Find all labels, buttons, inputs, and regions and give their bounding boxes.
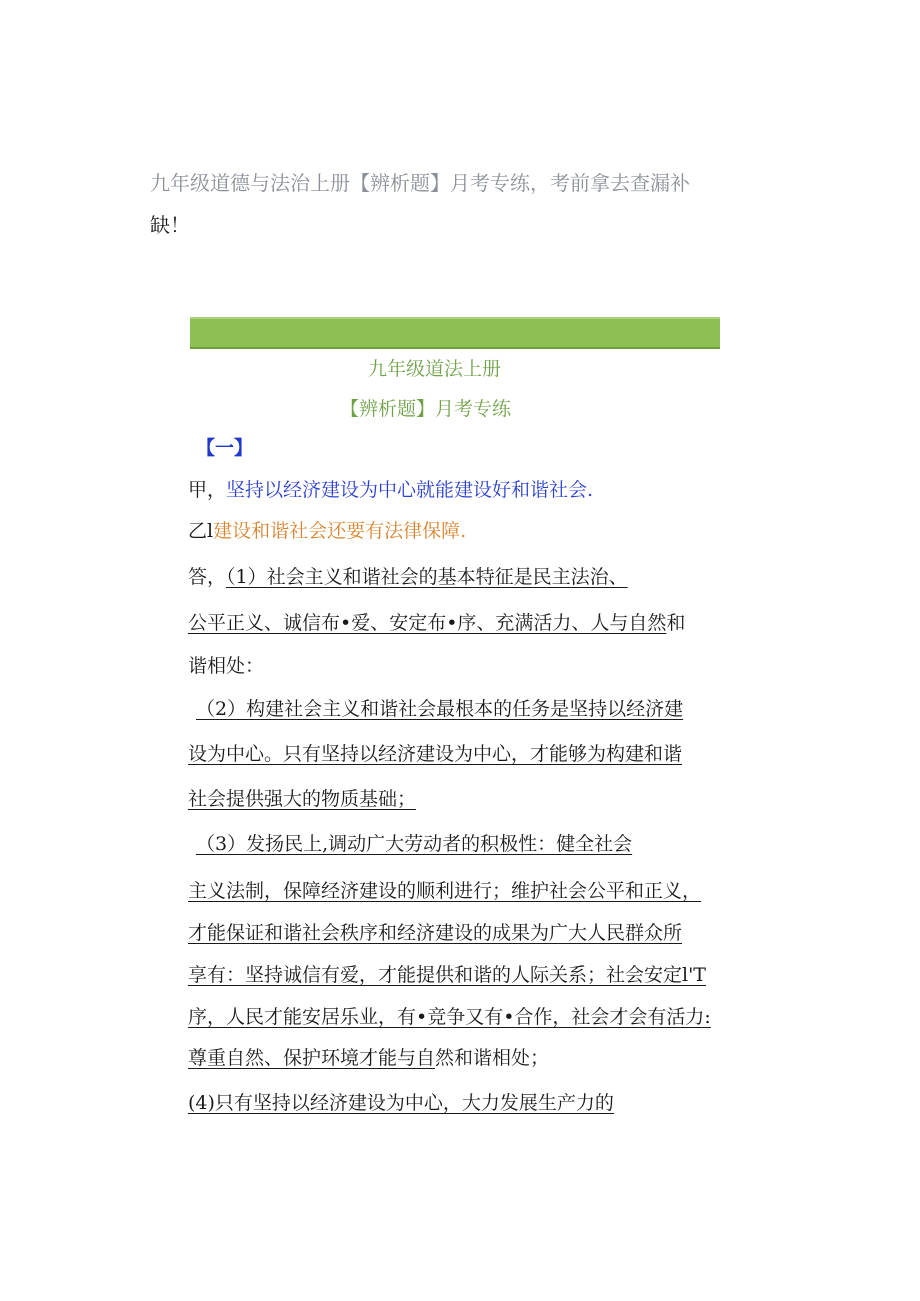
answer-text-2-tail: 和 <box>666 612 686 634</box>
answer-text-7: （3）发扬民上,调动广大劳动者的积极性：健全社会 <box>196 833 633 855</box>
answer-line-11 <box>188 1002 711 1029</box>
answer-line-7 <box>196 829 632 856</box>
answer-line-13 <box>188 1088 614 1115</box>
answer-text-4: （2）构建社会主义和谐社会最根本的任务是坚持以经济建 <box>196 698 684 720</box>
doc-subtitle: 【辨析题】月考专练 <box>340 398 512 420</box>
answer-text-9: 才能保证和谐社会秩序和经济建设的成果为广大人民群众所 <box>188 922 683 944</box>
answer-line-6 <box>188 784 416 811</box>
answer-line-9 <box>188 918 682 945</box>
doc-title: 九年级道法上册 <box>368 358 502 380</box>
answer-prefix: 答， <box>188 566 227 588</box>
question-jia <box>188 475 593 502</box>
answer-text-1: （1）社会主义和谐社会的基本特征是民主法治、 <box>226 566 628 588</box>
answer-line-8 <box>188 876 701 903</box>
answer-line-12 <box>188 1043 549 1070</box>
answer-text-12: 尊重自然、保护环境才能与自 <box>188 1047 436 1069</box>
answer-text-3: 谐相处： <box>188 655 265 677</box>
answer-text-8: 主义法制，保障经济建设的顺利进行；维护社会公平和正义， <box>188 880 702 902</box>
question-yi <box>188 516 466 543</box>
answer-line-4 <box>196 694 683 721</box>
section-label: 【一】 <box>196 437 254 459</box>
answer-text-11: 序，人民才能安居乐业，有•竞争又有•合作，社会才会有活力: <box>188 1006 711 1028</box>
question-yi-prefix: 乙l <box>188 520 214 542</box>
intro-line-2: 缺！ <box>150 213 190 237</box>
answer-line-5 <box>188 739 682 766</box>
answer-text-6: 社会提供强大的物质基础； <box>188 788 417 810</box>
question-jia-prefix: 甲， <box>188 479 227 501</box>
answer-line-1 <box>188 562 628 589</box>
intro-line-1: 九年级道德与法治上册【辨析题】月考专练，考前拿去查漏补 <box>150 171 690 195</box>
answer-text-10: 享有：坚持诚信有爱，才能提供和谐的人际关系；社会安定l'T <box>188 964 706 986</box>
green-banner <box>190 317 720 349</box>
question-yi-text: 建设和谐社会还要有法律保障. <box>213 520 467 542</box>
answer-text-12-tail: 然和谐相处； <box>435 1047 550 1069</box>
question-jia-text: 坚持以经济建设为中心就能建设好和谐社会. <box>226 479 594 501</box>
answer-text-2: 公平正义、诚信布•爱、安定布•序、充满活力、人与自然 <box>188 612 667 634</box>
answer-text-5: 设为中心。只有坚持以经济建设为中心，才能够为构建和谐 <box>188 743 683 765</box>
answer-text-13: (4)只有坚持以经济建设为中心，大力发展生产力的 <box>188 1092 614 1114</box>
answer-line-10 <box>188 960 706 987</box>
answer-line-3 <box>188 651 264 678</box>
answer-line-2 <box>188 608 685 635</box>
